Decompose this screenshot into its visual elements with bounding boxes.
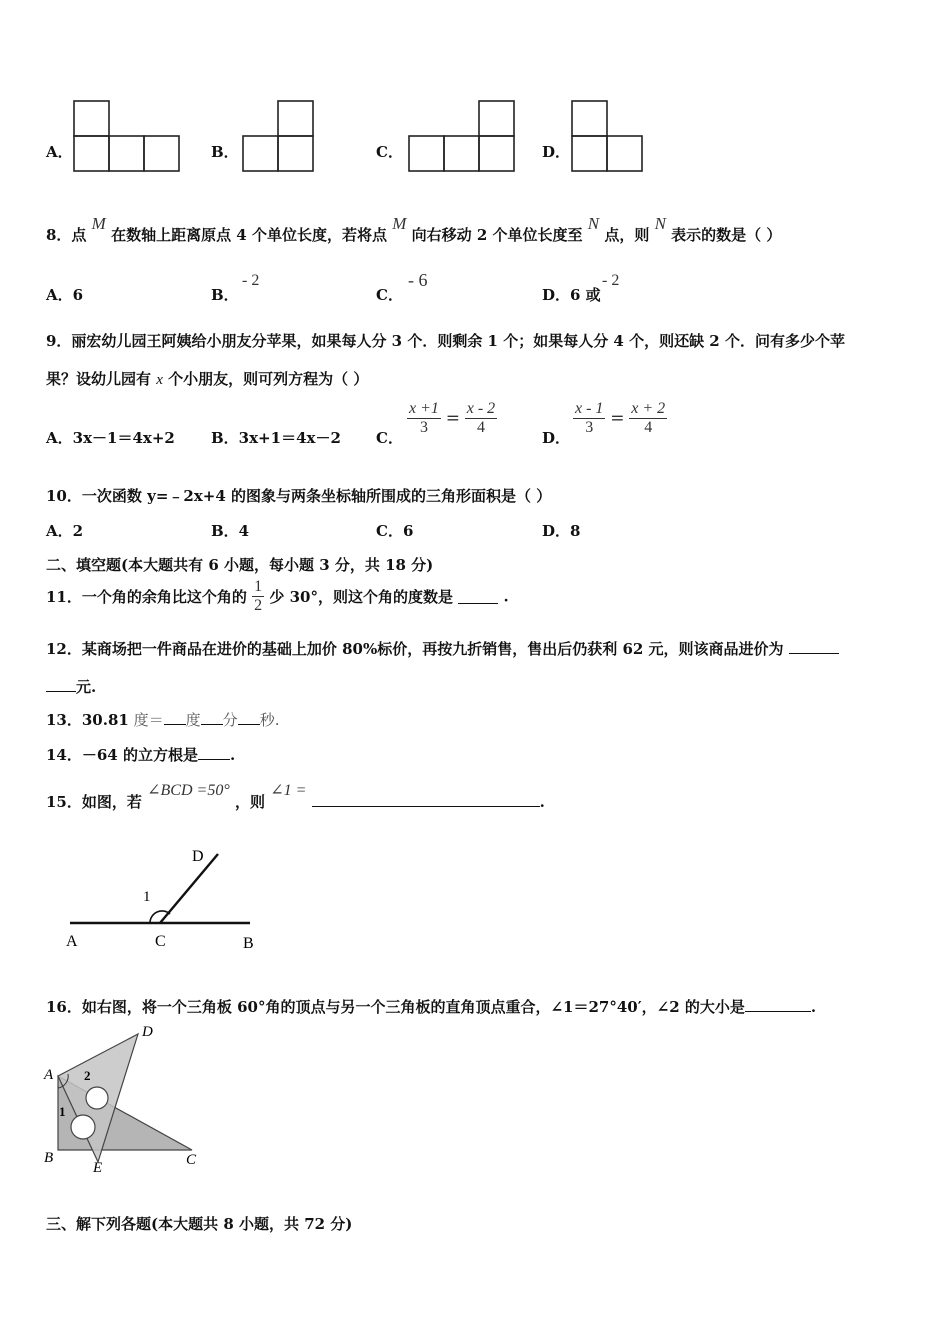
q11-answer-blank[interactable] [458,589,498,604]
q12-answer-blank-2[interactable] [46,677,76,692]
q8-var-n2: N [654,214,666,233]
q15-label-c: C [155,933,166,950]
q15-ask: ∠1 = [270,782,307,799]
q7-option-c-figure [407,99,521,173]
q9-option-a: A．3x－1＝4x+2 [46,429,175,447]
q16-label-a: A [44,1067,54,1083]
q11-suffix: 少 30°，则这个角的度数是 [269,588,453,606]
q13-unit-du: 度 [185,711,201,729]
q11-prefix: 11．一个角的余角比这个角的 [46,588,247,606]
q15-label-b: B [243,935,254,952]
q7-option-c-label: C． [376,143,403,161]
q7-option-a-label: A． [46,143,73,161]
q10-option-a: A．2 [46,522,84,540]
q11 [46,578,509,615]
q9-option-d-label: D． [542,429,571,447]
q14-answer-blank[interactable] [198,745,230,760]
q9-option-d-equation [573,400,667,437]
q8-option-d-label: D．6 或 [542,286,601,304]
q8-option-d-value: - 2 [602,272,620,289]
q8-option-c-value: - 6 [408,270,428,290]
q15-mid: ，则 [234,793,265,811]
q8-text2: 向右移动 2 个单位长度至 [411,226,583,244]
q7-option-b-label: B． [211,143,239,161]
q7-option-d-label: D． [542,143,571,161]
q13-unit-fen: 分 [222,711,238,729]
q8-var-m2: M [392,214,407,233]
q10-option-b: B．4 [211,522,250,540]
q15-label-1: 1 [143,889,151,905]
q9-line2-b: 个小朋友，则可列方程为（ ） [168,370,369,388]
q16-answer-blank[interactable] [745,997,811,1012]
q16-end: . [810,998,817,1016]
q8-text3: 点，则 [604,226,650,244]
q15-prefix: 15．如图，若 [46,793,142,811]
q7-option-b-figure [241,99,319,173]
q10-stem: 10．一次函数 y=﹣2x+4 的图象与两条坐标轴所围成的三角形面积是（ ） [46,487,552,505]
q9-d-fraction-left: $\frac{x - 1}{3}$ [575,400,604,436]
q9-line2-a: 果？设幼儿园有 [46,370,152,388]
q8-text1: 在数轴上距离原点 4 个单位长度，若将点 [111,226,387,244]
q13-blank-second[interactable] [238,710,260,725]
q8-option-b-label: B． [211,286,239,304]
q14-text: 14．－64 的立方根是 [46,746,198,764]
q15-answer-blank[interactable] [312,792,540,807]
q13-unit-degree: 度＝ [133,711,164,729]
q16-text: 16．如右图，将一个三角板 60°角的顶点与另一个三角板的直角顶点重合，∠1＝27°40′，∠2 的大小是 [46,998,745,1016]
q9-var-x: x [156,372,163,388]
q8-option-b-value: - 2 [242,272,260,289]
q16-figure [40,1022,210,1177]
q8-text4: 表示的数是（ ） [671,226,782,244]
q16-label-2: 2 [84,1068,91,1083]
q13-prefix: 13．30.81 [46,711,129,729]
q12-answer-blank-1[interactable] [789,639,839,654]
q15-figure [60,842,270,957]
q16-label-c: C [186,1152,197,1168]
q9-line1: 9．丽宏幼儿园王阿姨给小朋友分苹果，如果每人分 3 个．则剩余 1 个；如果每人分 4 个，则还缺 2 个．问有多少个苹 [46,332,845,350]
q8-var-m: M [91,214,106,233]
q16-label-d: D [142,1024,153,1040]
q13-unit-miao: 秒. [259,711,280,729]
q9-d-equals: = [610,408,625,429]
q14 [46,744,235,765]
q16 [46,996,816,1017]
q9-c-fraction-right: $\frac{x - 2}{4}$ [466,400,496,436]
q9-line2 [46,368,368,389]
q7-option-a-figure [72,99,184,173]
q10-option-d: D．8 [542,522,581,540]
q13 [46,709,279,730]
q11-end: . [503,587,509,606]
q15 [46,782,545,812]
q13-blank-degree[interactable] [164,710,186,725]
q8-prefix: 8．点 [46,226,87,244]
q9-option-c-equation [407,400,497,437]
q16-hole-1 [86,1087,108,1109]
q11-fraction: $\frac{1}{2}$ [254,578,263,614]
q9-c-fraction-left: $\frac{x +1}{3}$ [409,400,439,436]
q16-hole-2 [71,1115,95,1139]
q15-label-d: D [192,848,204,865]
q9-option-c-label: C． [376,429,403,447]
q9-d-fraction-right: $\frac{x + 2}{4}$ [631,400,666,436]
q16-label-b: B [44,1150,54,1166]
q14-end: . [229,746,236,764]
section2-heading: 二、填空题(本大题共有 6 小题，每小题 3 分，共 18 分) [46,556,434,574]
q8-var-n: N [587,214,600,233]
q13-blank-minute[interactable] [201,710,223,725]
q15-end: . [539,793,545,811]
q7-option-d-figure [570,99,648,173]
q8-option-c-label: C． [376,286,403,304]
q15-condition: ∠BCD =50° [147,782,230,799]
q12-line1 [46,638,839,659]
q12-line2 [46,676,96,697]
q8-option-a: A．6 [46,286,84,304]
q16-label-e: E [93,1160,103,1176]
q12-unit: 元. [76,678,97,696]
q9-option-b: B．3x+1＝4x－2 [211,429,341,447]
q16-label-1: 1 [59,1104,66,1119]
q12-text: 12．某商场把一件商品在进价的基础上加价 80%标价，再按九折销售，售出后仍获利 62 元，则该商品进价为 [46,640,784,658]
q15-label-a: A [66,933,78,950]
section3-heading: 三、解下列各题(本大题共 8 小题，共 72 分) [46,1215,353,1233]
q8-stem [46,214,782,245]
q9-c-equals: = [445,408,460,429]
q10-option-c: C．6 [376,522,414,540]
